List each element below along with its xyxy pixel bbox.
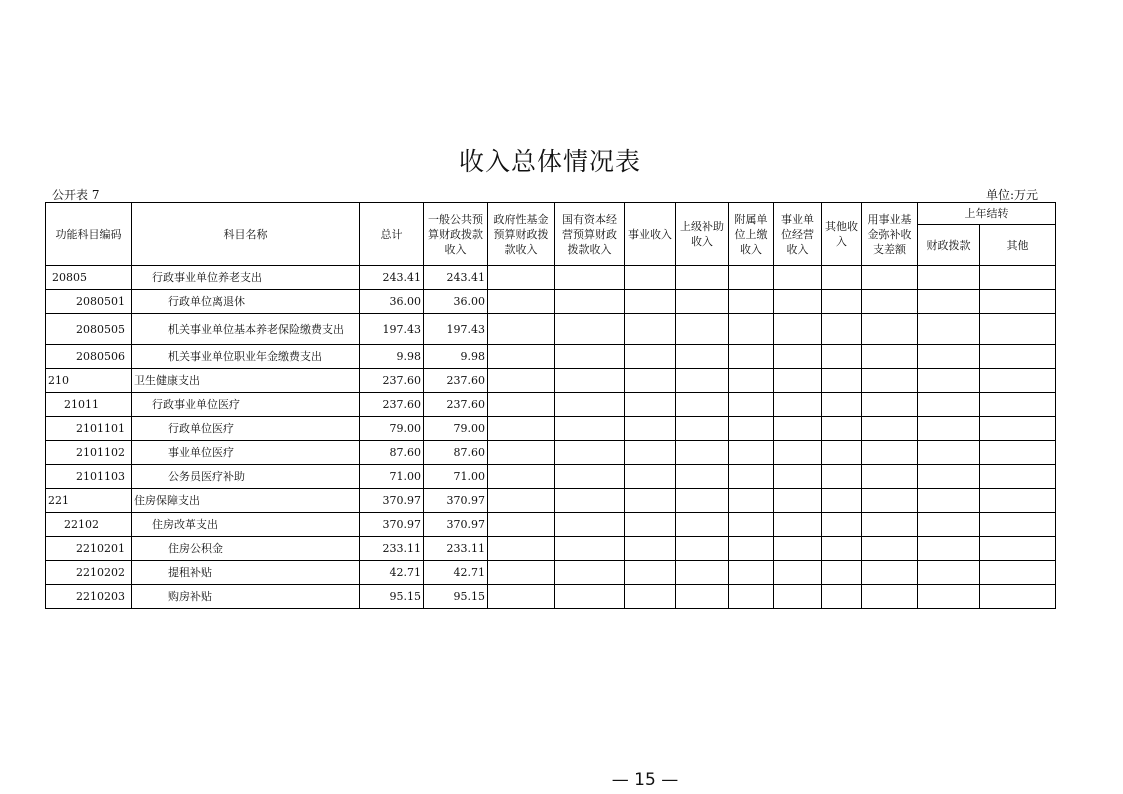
header-total: 总计 [360,203,424,266]
header-general-budget: 一般公共预算财政拨款收入 [424,203,488,266]
header-business-income: 事业收入 [625,203,676,266]
func-code-cell: 20805 [46,266,132,290]
header-subject-name: 科目名称 [132,203,360,266]
page-number: — 15 — [611,770,679,790]
subject-name-cell: 提租补贴 [132,561,360,585]
subject-name-cell: 卫生健康支出 [132,369,360,393]
table-row [46,537,1056,561]
header-superior-subsidy: 上级补助收入 [676,203,729,266]
table-row [46,393,1056,417]
total-cell: 370.97 [360,513,424,537]
total-cell: 243.41 [360,266,424,290]
total-cell: 370.97 [360,489,424,513]
func-code-cell: 2210201 [46,537,132,561]
general-budget-cell: 87.60 [424,441,488,465]
subject-name-cell: 行政事业单位养老支出 [132,266,360,290]
general-budget-cell: 243.41 [424,266,488,290]
general-budget-cell: 370.97 [424,513,488,537]
func-code-cell: 2210203 [46,585,132,609]
table-row [46,369,1056,393]
table-row [46,417,1056,441]
total-cell: 237.60 [360,393,424,417]
func-code-cell: 2101102 [46,441,132,465]
subject-name-cell: 住房改革支出 [132,513,360,537]
func-code-cell: 2101103 [46,465,132,489]
header-carryover-fiscal: 财政拨款 [918,225,980,266]
general-budget-cell: 36.00 [424,290,488,314]
total-cell: 95.15 [360,585,424,609]
header-func-code: 功能科目编码 [46,203,132,266]
func-code-cell: 2080506 [46,345,132,369]
header-operating-income: 事业单位经营收入 [774,203,822,266]
header-affiliated-income: 附属单位上缴收入 [729,203,774,266]
total-cell: 233.11 [360,537,424,561]
func-code-cell: 2080501 [46,290,132,314]
subject-name-cell: 行政单位医疗 [132,417,360,441]
general-budget-cell: 95.15 [424,585,488,609]
subject-name-cell: 事业单位医疗 [132,441,360,465]
table-body [46,266,1056,609]
page-title: 收入总体情况表 [458,147,641,176]
header-carryover-other: 其他 [980,225,1056,266]
general-budget-cell: 79.00 [424,417,488,441]
table-row [46,345,1056,369]
total-cell: 71.00 [360,465,424,489]
income-overview-table [45,202,1056,609]
table-row [46,465,1056,489]
total-cell: 36.00 [360,290,424,314]
subject-name-cell: 机关事业单位基本养老保险缴费支出 [132,314,360,345]
general-budget-cell: 233.11 [424,537,488,561]
unit-label: 单位:万元 [986,188,1039,202]
func-code-cell: 2210202 [46,561,132,585]
table-row [46,489,1056,513]
table-row [46,585,1056,609]
table-row [46,314,1056,345]
table-code-label: 公开表 7 [52,188,100,202]
header-fund-offset: 用事业基金弥补收支差额 [862,203,918,266]
subject-name-cell: 行政事业单位医疗 [132,393,360,417]
header-state-capital: 国有资本经营预算财政拨款收入 [555,203,625,266]
subject-name-cell: 机关事业单位职业年金缴费支出 [132,345,360,369]
total-cell: 9.98 [360,345,424,369]
table-row [46,290,1056,314]
func-code-cell: 22102 [46,513,132,537]
subject-name-cell: 公务员医疗补助 [132,465,360,489]
total-cell: 237.60 [360,369,424,393]
total-cell: 87.60 [360,441,424,465]
total-cell: 197.43 [360,314,424,345]
subject-name-cell: 行政单位离退休 [132,290,360,314]
func-code-cell: 2101101 [46,417,132,441]
func-code-cell: 2080505 [46,314,132,345]
total-cell: 79.00 [360,417,424,441]
table-row [46,441,1056,465]
table-row [46,561,1056,585]
general-budget-cell: 42.71 [424,561,488,585]
general-budget-cell: 197.43 [424,314,488,345]
table-row [46,266,1056,290]
total-cell: 42.71 [360,561,424,585]
general-budget-cell: 71.00 [424,465,488,489]
header-gov-fund: 政府性基金预算财政拨款收入 [488,203,555,266]
general-budget-cell: 237.60 [424,369,488,393]
subject-name-cell: 购房补贴 [132,585,360,609]
table-header [46,203,1056,266]
subject-name-cell: 住房公积金 [132,537,360,561]
header-last-year-carryover: 上年结转 [918,203,1056,225]
subject-name-cell: 住房保障支出 [132,489,360,513]
func-code-cell: 210 [46,369,132,393]
table-row [46,513,1056,537]
general-budget-cell: 237.60 [424,393,488,417]
func-code-cell: 21011 [46,393,132,417]
general-budget-cell: 370.97 [424,489,488,513]
func-code-cell: 221 [46,489,132,513]
general-budget-cell: 9.98 [424,345,488,369]
header-other-income: 其他收入 [822,203,862,266]
